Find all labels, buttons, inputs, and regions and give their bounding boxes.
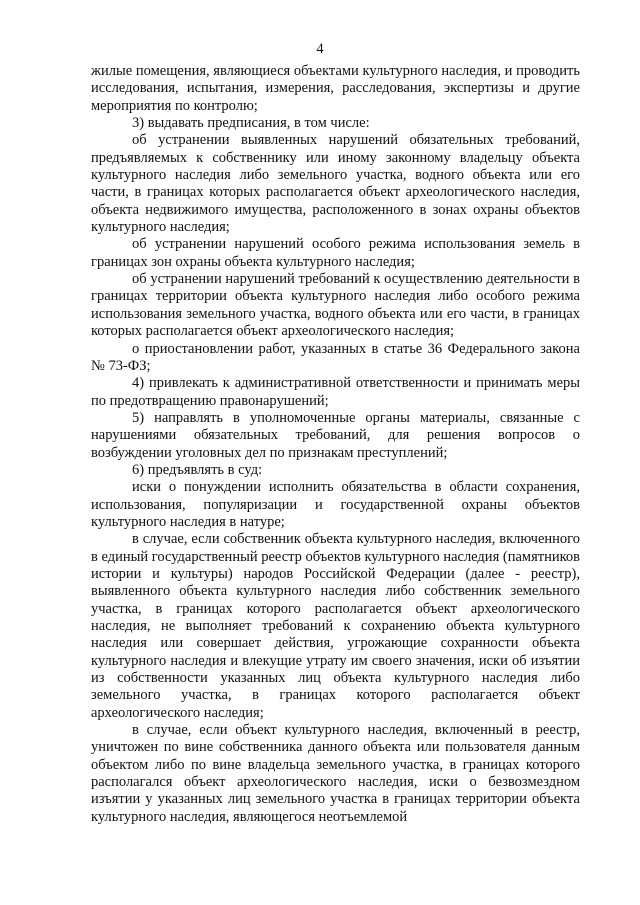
paragraph-6: о приостановлении работ, указанных в статье 36 Федерального закона № 73-ФЗ; [91,340,580,374]
paragraph-8: 5) направлять в уполномоченные органы материалы, связанные с нарушениями обязательных требований, для решения вопросов о возбуждении уголовных дел по признакам преступлений; [91,409,580,461]
paragraph-7: 4) привлекать к административной ответственности и принимать меры по предотвращению правонарушений; [91,375,580,409]
paragraph-5: об устранении нарушений требований к осуществлению деятельности в границах территории объекта культурного наследия либо особого режима использования земельного участка, водного объекта или его части, в границах которых располагается объект археологического наследия; [91,271,580,340]
paragraph-3: об устранении выявленных нарушений обязательных требований, предъявляемых к собственнику или иному законному владельцу объекта культурного наследия либо земельного участка, водного объекта или его части, в границах которых располагается объект археологического наследия, объекта недвижимого имущества, расположенного в зонах охраны объектов культурного наследия; [91,132,580,236]
paragraph-4: об устранении нарушений особого режима использования земель в границах зон охраны объекта культурного наследия; [91,236,580,270]
page-number: 4 [316,41,324,57]
paragraph-12: в случае, если объект культурного наследия, включенный в реестр, уничтожен по вине собственника данного объекта или пользователя данным объектом либо по вине владельца земельного участка, в границах которого располагался объект археологического наследия, иски о безвозмездном изъятии у указанных лиц земельного участка в границах территории объекта культурного наследия, являющегося неотъемлемой [91,722,580,825]
paragraph-11: в случае, если собственник объекта культурного наследия, включенного в единый государственный реестр объектов культурного наследия (памятников истории и культуры) народов Российской Федерации (далее - реестр), выявленного объекта культурного наследия либо собственник земельного участка, в границах которого располагается объект археологического наследия, не выполняет требований к сохранению объекта культурного наследия или совершает действия, угрожающие сохранности объекта культурного наследия и влекущие утрату им своего значения, иски об изъятии из собственности указанных лиц объекта культурного наследия либо земельного участка, в границах которого располагается объект археологического наследия; [91,531,580,721]
paragraph-10: иски о понуждении исполнить обязательства в области сохранения, использования, популяризации и государственной охраны объектов культурного наследия в натуре; [91,479,580,530]
paragraph-9: 6) предъявлять в суд: [132,461,263,478]
paragraph-2: 3) выдавать предписания, в том числе: [132,115,370,132]
document-body [91,63,580,826]
paragraph-1: жилые помещения, являющиеся объектами культурного наследия, и проводить исследования, испытания, измерения, расследования, экспертизы и другие мероприятия по контролю; [91,63,580,114]
